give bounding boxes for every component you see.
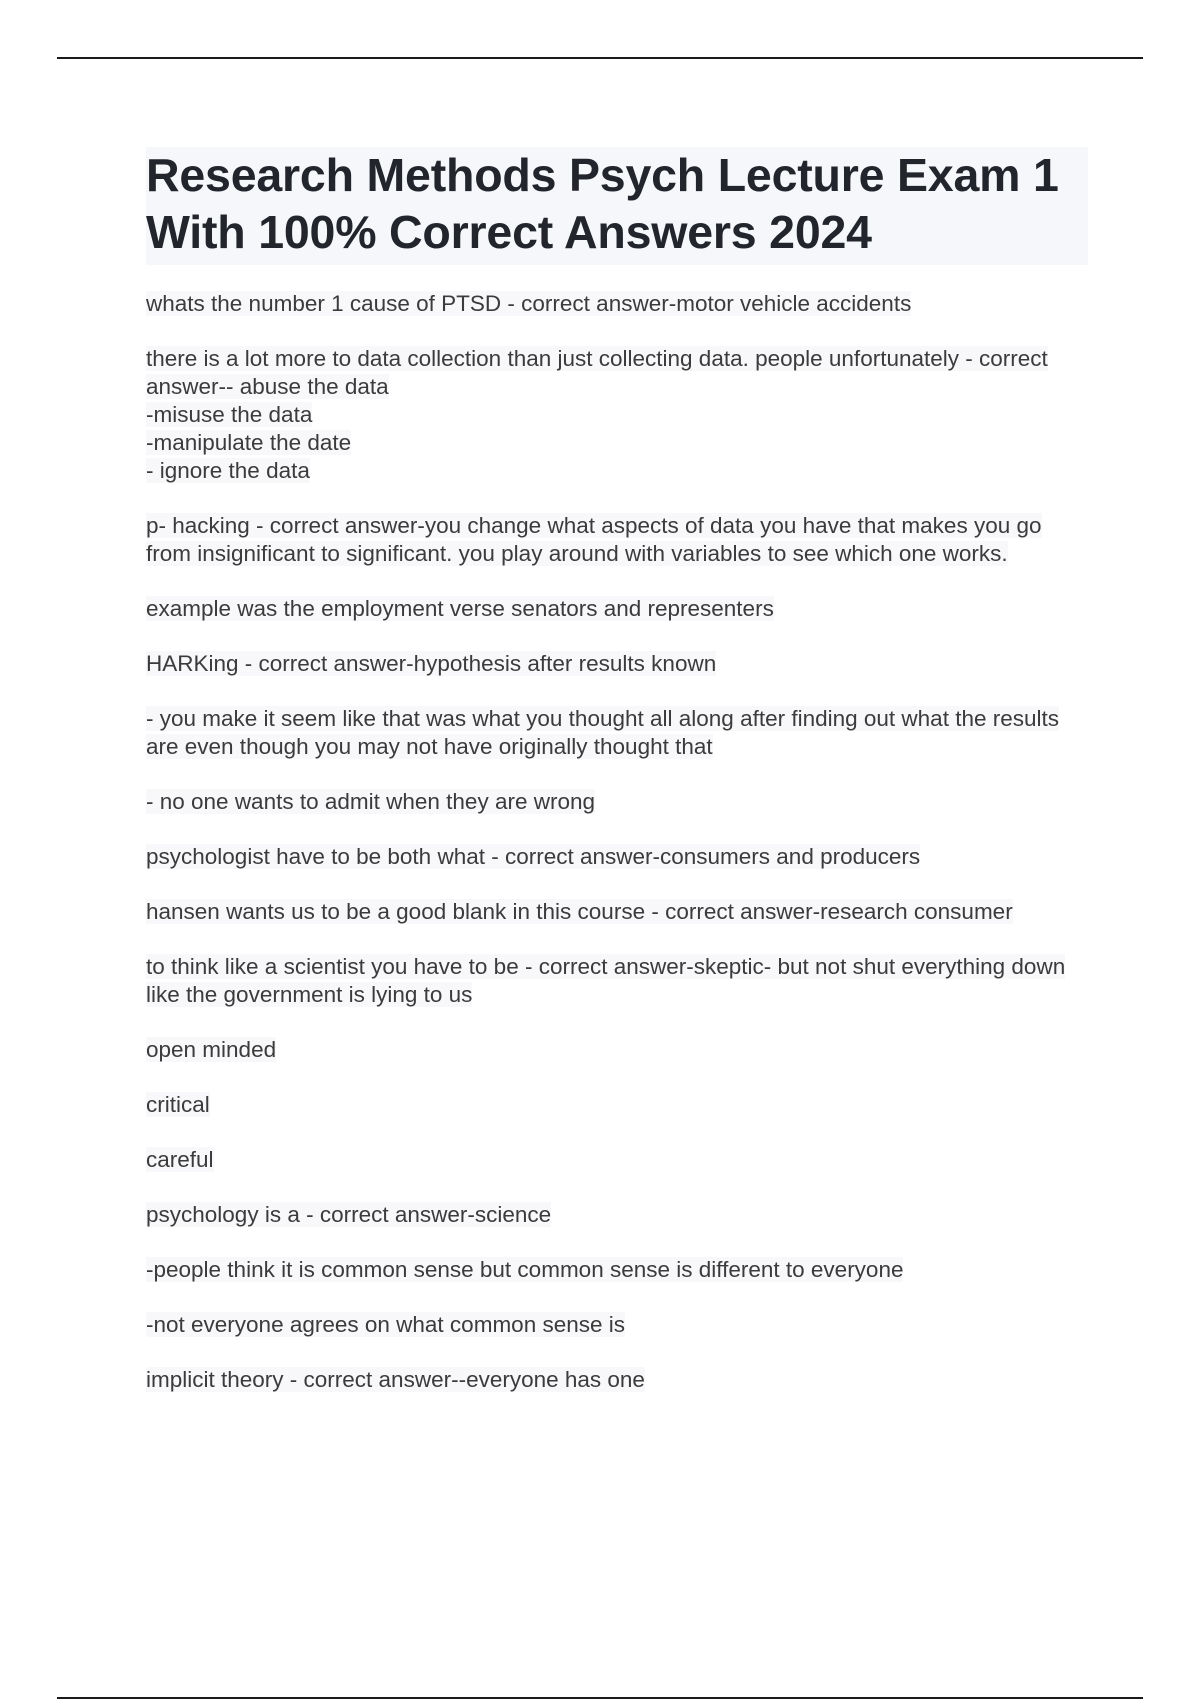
paragraph-text: psychology is a - correct answer-science — [146, 1202, 552, 1227]
paragraph-text: -not everyone agrees on what common sense is — [146, 1312, 626, 1337]
bottom-rule — [57, 1697, 1143, 1699]
paragraph — [146, 1311, 1088, 1339]
paragraph-text: careful — [146, 1147, 214, 1172]
document-body — [146, 147, 1088, 1421]
paragraph-text: implicit theory - correct answer--everyone has one — [146, 1367, 645, 1392]
paragraph-text: HARKing - correct answer-hypothesis after results known — [146, 651, 717, 676]
paragraph — [146, 843, 1088, 871]
paragraph-text: psychologist have to be both what - correct answer-consumers and producers — [146, 844, 921, 869]
title-block — [146, 147, 1088, 265]
paragraph — [146, 595, 1088, 623]
paragraph — [146, 1036, 1088, 1064]
paragraph-text: open minded — [146, 1037, 277, 1062]
paragraph-text: p- hacking - correct answer-you change what aspects of data you have that makes you go from insignificant to significant. you play around with variables to see which one works. — [146, 513, 1042, 566]
paragraph — [146, 898, 1088, 926]
paragraph-text: whats the number 1 cause of PTSD - correct answer-motor vehicle accidents — [146, 291, 912, 316]
paragraph-text: example was the employment verse senators and representers — [146, 596, 774, 621]
paragraph — [146, 788, 1088, 816]
paragraph — [146, 705, 1088, 761]
top-rule — [57, 57, 1143, 59]
paragraph — [146, 345, 1088, 485]
qa-list — [146, 290, 1088, 1394]
paragraph — [146, 290, 1088, 318]
paragraph — [146, 1146, 1088, 1174]
document-title: Research Methods Psych Lecture Exam 1 With 100% Correct Answers 2024 — [146, 149, 1059, 258]
paragraph — [146, 1201, 1088, 1229]
paragraph — [146, 650, 1088, 678]
paragraph — [146, 512, 1088, 568]
paragraph — [146, 953, 1088, 1009]
paragraph-text: -people think it is common sense but common sense is different to everyone — [146, 1257, 904, 1282]
paragraph-text: - you make it seem like that was what you thought all along after finding out what the results are even though you may not have originally thought that — [146, 706, 1059, 759]
paragraph — [146, 1256, 1088, 1284]
paragraph — [146, 1366, 1088, 1394]
paragraph — [146, 1091, 1088, 1119]
paragraph-text: to think like a scientist you have to be - correct answer-skeptic- but not shut everything down like the government is lying to us — [146, 954, 1066, 1007]
paragraph-text: - no one wants to admit when they are wrong — [146, 789, 596, 814]
paragraph-text: hansen wants us to be a good blank in this course - correct answer-research consumer — [146, 899, 1013, 924]
paragraph-text: critical — [146, 1092, 210, 1117]
paragraph-text: there is a lot more to data collection than just collecting data. people unfortunately - correct answer-- abuse the data -misuse the data -manipulate the date - ignore the data — [146, 346, 1048, 483]
